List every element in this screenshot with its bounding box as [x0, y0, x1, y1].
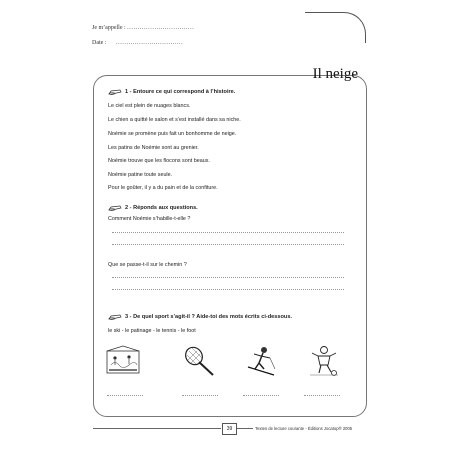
- sentence-3[interactable]: Noémie se promène puis fait un bonhomme de neige.: [108, 131, 237, 137]
- sentence-6[interactable]: Noémie patine toute seule.: [108, 172, 173, 178]
- answer-line-picture-4[interactable]: [304, 395, 340, 396]
- page-title: Il neige: [312, 66, 358, 82]
- section1-heading: [108, 89, 235, 95]
- skating-rink-picture: [105, 345, 141, 377]
- answer-line-1a[interactable]: [112, 232, 344, 233]
- pencil-icon: [108, 205, 122, 211]
- name-line: [92, 25, 194, 31]
- footer-credit: Textes de lecture courante - Éditions Jocatop® 2005: [255, 426, 353, 431]
- skier-picture: [244, 345, 280, 377]
- sentence-4[interactable]: Les patins de Noémie sont au grenier.: [108, 145, 199, 151]
- corner-decoration: [305, 12, 366, 43]
- sentence-1[interactable]: Le ciel est plein de nuages blancs.: [108, 103, 191, 109]
- answer-line-1b[interactable]: [112, 244, 344, 245]
- sentence-5[interactable]: Noémie trouve que les flocons sont beaux.: [108, 158, 210, 164]
- date-dots[interactable]: ................................: [116, 40, 184, 46]
- name-dots[interactable]: ................................: [127, 25, 195, 31]
- sentence-7[interactable]: Pour le goûter, il y a du pain et de la confiture.: [108, 185, 218, 191]
- pencil-icon: [108, 314, 122, 320]
- footer-rule-left: [93, 428, 221, 429]
- tennis-racket-picture: [182, 345, 218, 377]
- sentence-2[interactable]: Le chien a quitté le salon et s’est installé dans sa niche.: [108, 117, 241, 123]
- footer-rule-right: [237, 428, 253, 429]
- answer-line-picture-1[interactable]: [107, 395, 143, 396]
- answer-line-picture-2[interactable]: [182, 395, 218, 396]
- answer-line-picture-3[interactable]: [243, 395, 279, 396]
- section1-title: 1 - Entoure ce qui correspond à l’histoire.: [125, 89, 236, 95]
- answer-line-2b[interactable]: [112, 289, 344, 290]
- sport-words: le ski - le patinage - le tennis - le foot: [108, 328, 196, 334]
- section3-title: 3 - De quel sport s’agit-il ? Aide-toi des mots écrits ci-dessous.: [125, 314, 293, 320]
- question-1: Comment Noémie s’habille-t-elle ?: [108, 216, 191, 222]
- section2-title: 2 - Réponds aux questions.: [125, 205, 198, 211]
- date-label: Date :: [92, 40, 107, 46]
- page-number: 39: [222, 423, 237, 435]
- section2-heading: [108, 205, 198, 211]
- section3-heading: [108, 314, 292, 320]
- question-2: Que se passe-t-il sur le chemin ?: [108, 262, 187, 268]
- date-line: [92, 40, 183, 46]
- pencil-icon: [108, 89, 122, 95]
- name-label: Je m’appelle :: [92, 25, 126, 31]
- soccer-player-picture: [306, 345, 342, 377]
- answer-line-2a[interactable]: [112, 277, 344, 278]
